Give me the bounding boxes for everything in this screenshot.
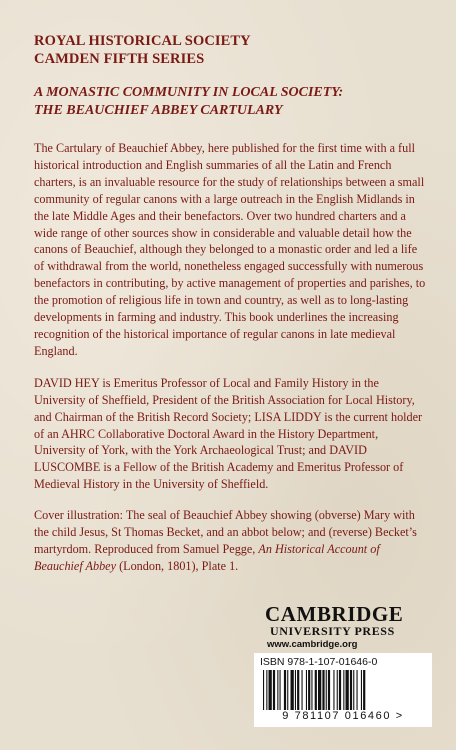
cover-text-suffix: (London, 1801), Plate 1.: [116, 558, 239, 573]
authors-paragraph: DAVID HEY is Emeritus Professor of Local and Family History in the University of Sheffield, President of the British Association for Local History, and Chairman of the British Record Society; LISA LIDDY is the current holder of an AHRC Collaborative Doctoral Award in the History Department, University of York, with the York Archaeological Trust; and DAVID LUSCOMBE is a Fellow of the British Academy and Emeritus Professor of Medieval History in the University of Sheffield.: [34, 375, 423, 492]
description-paragraph: The Cartulary of Beauchief Abbey, here published for the first time with a full historical introduction and English summaries of all the Latin and French charters, is an invaluable resource for the study of relationships between a small community of regular canons with a large outreach in the English Midlands in the late Middle Ages and their benefactors. Over two hundred charters and a wide range of other sources show in considerable and valuable detail how the canons of Beauchief, although they belonged to a monastic order and led a life of withdrawal from the world, nonetheless engaged successfully with numerous benefactors in contributing, by active management of properties and parishes, to the promotion of religious life in town and country, as well as to long-lasting developments in farming and industry. This book underlines the increasing recognition of the historical importance of regular canons in late medieval England.: [34, 141, 426, 358]
title-line-2: THE BEAUCHIEF ABBEY CARTULARY: [34, 103, 283, 118]
publisher-name: CAMBRIDGE: [265, 602, 404, 626]
series-name: [34, 32, 426, 68]
barcode-bars-icon: [263, 670, 423, 710]
barcode: [254, 653, 432, 727]
publisher-logo: [265, 603, 437, 651]
cover-text-prefix: Cover illustration: The seal of Beauchief Abbey showing (obverse) Mary with the child Jesus, St Thomas Becket, and an abbot below; and (reverse) Becket’s martyrdom. Reproduced from Samuel Pegge,: [34, 508, 417, 556]
series-line-2: CAMDEN FIFTH SERIES: [34, 51, 205, 67]
barcode-digits: 9 781107 016460 >: [282, 710, 404, 722]
book-title: [34, 84, 426, 120]
isbn-label: ISBN 978-1-107-01646-0: [260, 656, 378, 668]
series-line-1: ROYAL HISTORICAL SOCIETY: [34, 33, 251, 49]
cover-illustration-paragraph: [34, 507, 426, 575]
back-cover: [34, 32, 426, 575]
cover-text-italic: An Historical Account of Beauchief Abbey: [34, 541, 380, 573]
title-line-1: A MONASTIC COMMUNITY IN LOCAL SOCIETY:: [34, 85, 344, 100]
publisher-subtitle: UNIVERSITY PRESS: [270, 624, 395, 638]
publisher-url: www.cambridge.org: [267, 639, 358, 650]
